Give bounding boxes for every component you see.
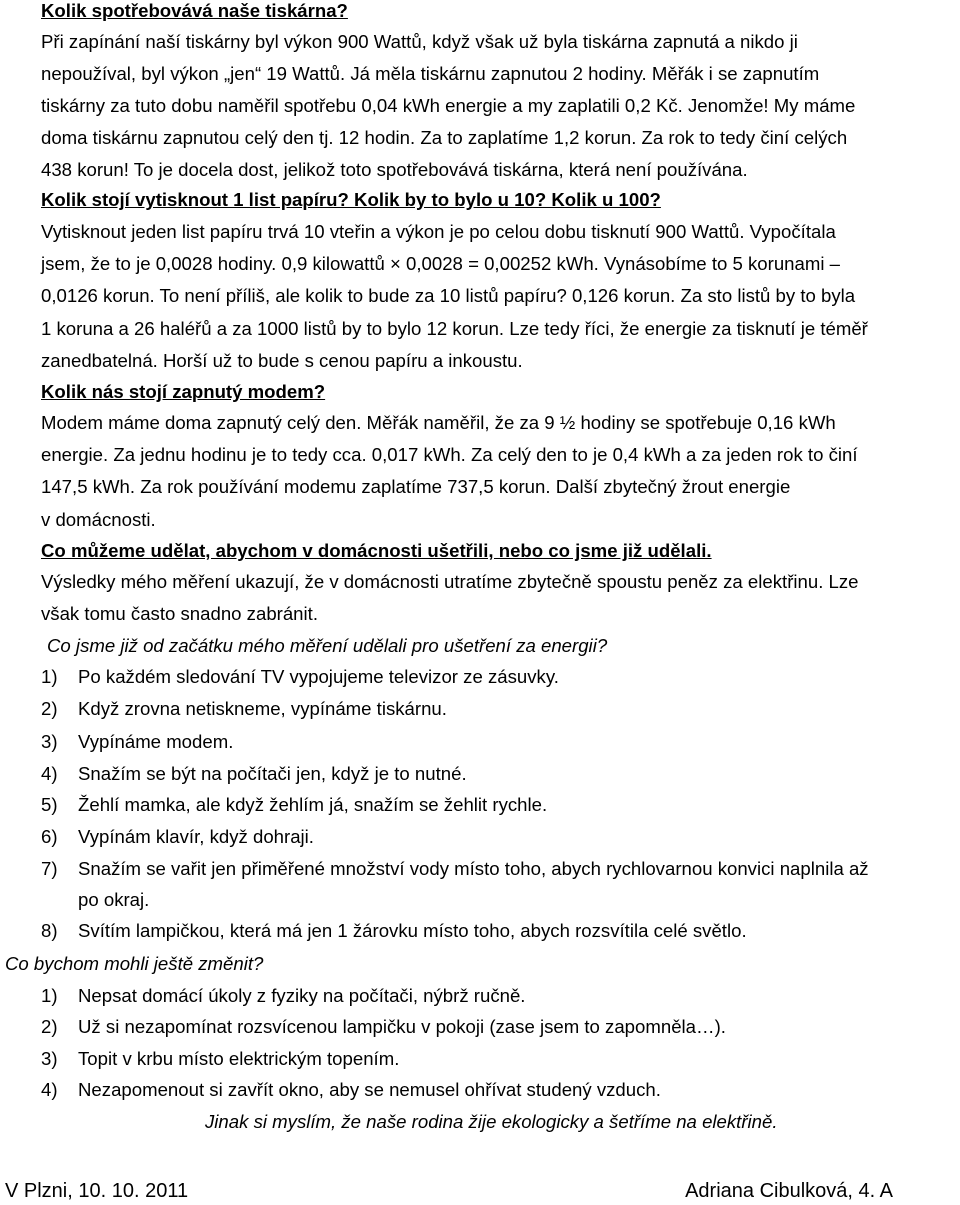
modem-paragraph-line: 147,5 kWh. Za rok používání modemu zaplatíme 737,5 korun. Další zbytečný žrout energie bbox=[41, 476, 791, 497]
print-cost-line: zanedbatelná. Horší už to bude s cenou papíru a inkoustu. bbox=[41, 350, 523, 371]
modem-paragraph-line: energie. Za jednu hodinu je to tedy cca. 0,017 kWh. Za celý den to je 0,4 kWh a za jeden rok to činí bbox=[41, 444, 858, 465]
print-cost-line: 0,0126 korun. To není příliš, ale kolik to bude za 10 listů papíru? 0,126 korun. Za sto listů by to byla bbox=[41, 285, 856, 306]
savings-heading: Co můžeme udělat, abychom v domácnosti ušetřili, nebo co jsme již udělali. bbox=[41, 540, 712, 561]
list-item-text: Po každém sledování TV vypojujeme televizor ze zásuvky. bbox=[78, 666, 559, 687]
list-item bbox=[0, 985, 960, 1007]
list-item bbox=[0, 1048, 960, 1070]
list-item-text: Nezapomenout si zavřít okno, aby se nemusel ohřívat studený vzduch. bbox=[78, 1079, 661, 1100]
list-number: 8) bbox=[41, 920, 58, 941]
list-number: 2) bbox=[41, 1016, 58, 1037]
print-cost-subheading: Kolik stojí vytisknout 1 list papíru? Kolik by to bylo u 10? Kolik u 100? bbox=[41, 189, 661, 210]
list-number: 1) bbox=[41, 666, 58, 687]
list-item-text: Snažím se být na počítači jen, když je to nutné. bbox=[78, 763, 467, 784]
list-number: 2) bbox=[41, 698, 58, 719]
list-item-text-continued: po okraj. bbox=[78, 889, 150, 910]
list-item bbox=[0, 858, 960, 912]
list-number: 4) bbox=[41, 1079, 58, 1100]
print-cost-line: Vytisknout jeden list papíru trvá 10 vteřin a výkon je po celou dobu tisknutí 900 Wattů. Vypočítala bbox=[41, 221, 836, 242]
list-item bbox=[0, 666, 960, 688]
savings-paragraph-line: Výsledky mého měření ukazují, že v domácnosti utratíme zbytečně spoustu peněz za elektřinu. Lze bbox=[41, 571, 859, 592]
modem-paragraph-line: Modem máme doma zapnutý celý den. Měřák naměřil, že za 9 ½ hodiny se spotřebuje 0,16 kWh bbox=[41, 412, 836, 433]
list-item bbox=[0, 763, 960, 785]
list-item-text: Vypínáme modem. bbox=[78, 731, 234, 752]
printer-paragraph-line: doma tiskárnu zapnutou celý den tj. 12 hodin. Za to zaplatíme 1,2 korun. Za rok to tedy činí celých bbox=[41, 127, 848, 148]
printer-heading: Kolik spotřebovává naše tiskárna? bbox=[41, 0, 348, 21]
list-number: 6) bbox=[41, 826, 58, 847]
list-number: 5) bbox=[41, 794, 58, 815]
savings-paragraph-line: však tomu často snadno zabránit. bbox=[41, 603, 318, 624]
list-item-text: Topit v krbu místo elektrickým topením. bbox=[78, 1048, 400, 1069]
change-question: Co bychom mohli ještě změnit? bbox=[5, 953, 264, 974]
list-item-text: Vypínám klavír, když dohraji. bbox=[78, 826, 314, 847]
list-number: 3) bbox=[41, 731, 58, 752]
printer-paragraph-line: nepoužíval, byl výkon „jen“ 19 Wattů. Já měla tiskárnu zapnutou 2 hodiny. Měřák i se zapnutím bbox=[41, 63, 820, 84]
list-item-text: Když zrovna netiskneme, vypínáme tiskárnu. bbox=[78, 698, 447, 719]
list-item-text: Svítím lampičkou, která má jen 1 žárovku místo toho, abych rozsvítila celé světlo. bbox=[78, 920, 747, 941]
printer-paragraph-line: Při zapínání naší tiskárny byl výkon 900 Wattů, když však už byla tiskárna zapnutá a nikdo ji bbox=[41, 31, 798, 52]
list-item-text: Žehlí mamka, ale když žehlím já, snažím se žehlit rychle. bbox=[78, 794, 548, 815]
done-question: Co jsme již od začátku mého měření udělali pro ušetření za energii? bbox=[47, 635, 608, 656]
modem-heading: Kolik nás stojí zapnutý modem? bbox=[41, 381, 326, 402]
modem-paragraph-line: v domácnosti. bbox=[41, 509, 156, 530]
list-item bbox=[0, 826, 960, 848]
list-number: 4) bbox=[41, 763, 58, 784]
list-item bbox=[0, 1016, 960, 1038]
list-item-text: Nepsat domácí úkoly z fyziky na počítači, nýbrž ručně. bbox=[78, 985, 526, 1006]
list-item bbox=[0, 731, 960, 753]
list-item bbox=[0, 1079, 960, 1101]
place-date: V Plzni, 10. 10. 2011 bbox=[5, 1180, 189, 1202]
closing-statement: Jinak si myslím, že naše rodina žije ekologicky a šetříme na elektřině. bbox=[205, 1111, 778, 1132]
list-item bbox=[0, 920, 960, 942]
list-number: 7) bbox=[41, 858, 58, 879]
print-cost-line: 1 koruna a 26 haléřů a za 1000 listů by to bylo 12 korun. Lze tedy říci, že energie za tisknutí je téměř bbox=[41, 318, 868, 339]
printer-paragraph-line: 438 korun! To je docela dost, jelikož toto spotřebovává tiskárna, která není používána. bbox=[41, 159, 748, 180]
list-item-text: Snažím se vařit jen přiměřené množství vody místo toho, abych rychlovarnou konvici naplnila až bbox=[78, 858, 869, 879]
print-cost-line: jsem, že to je 0,0028 hodiny. 0,9 kilowattů × 0,0028 = 0,00252 kWh. Vynásobíme to 5 korunami – bbox=[41, 253, 840, 274]
list-number: 3) bbox=[41, 1048, 58, 1069]
list-item-text: Už si nezapomínat rozsvícenou lampičku v pokoji (zase jsem to zapomněla…). bbox=[78, 1016, 726, 1037]
author-signature: Adriana Cibulková, 4. A bbox=[685, 1180, 893, 1202]
list-item bbox=[0, 794, 960, 816]
list-number: 1) bbox=[41, 985, 58, 1006]
printer-paragraph-line: tiskárny za tuto dobu naměřil spotřebu 0,04 kWh energie a my zaplatili 0,2 Kč. Jenomže! My máme bbox=[41, 95, 856, 116]
list-item bbox=[0, 698, 960, 720]
